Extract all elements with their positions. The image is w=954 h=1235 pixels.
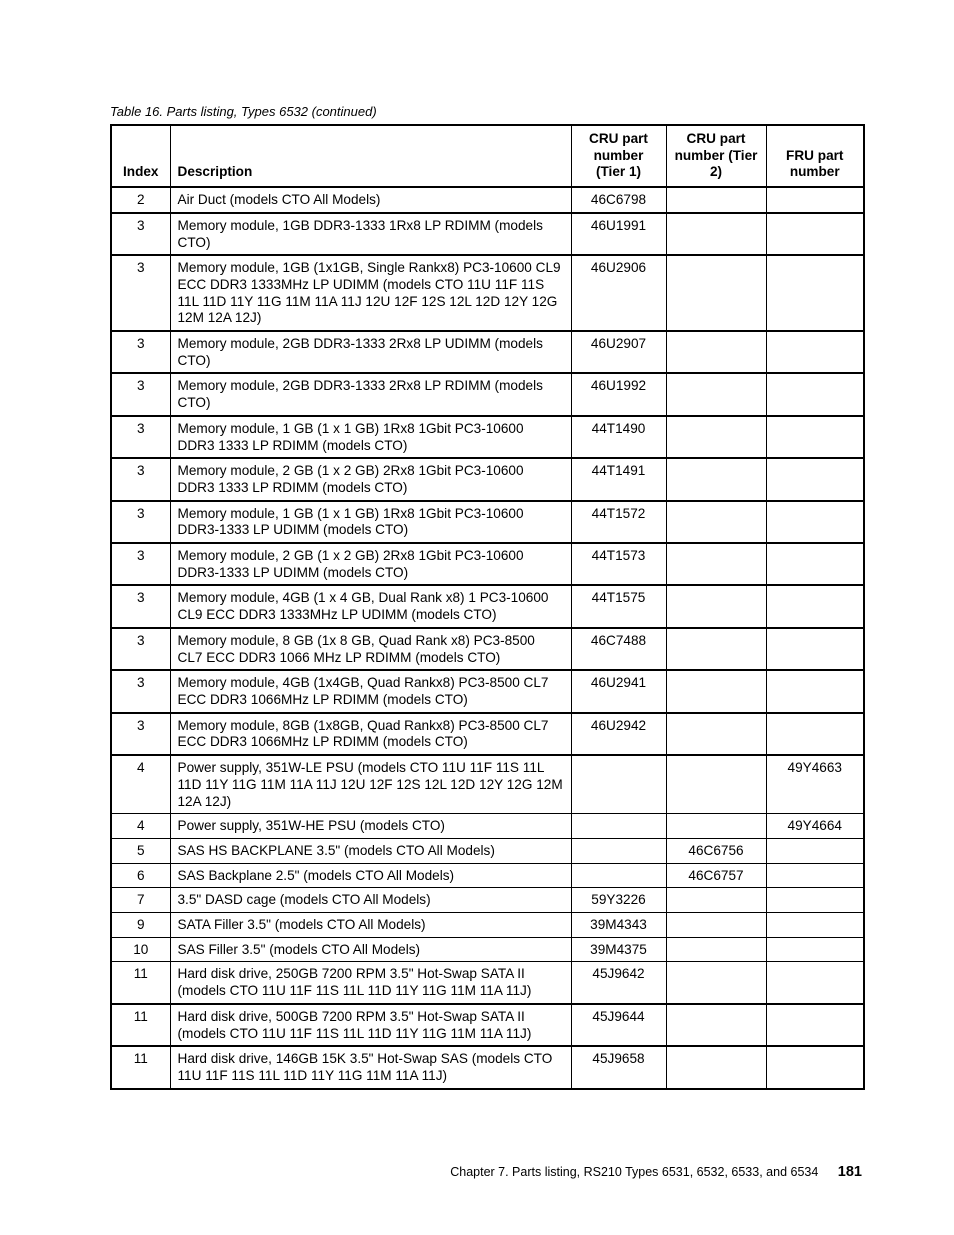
cell-description: Power supply, 351W-HE PSU (models CTO) <box>170 814 571 839</box>
cell-cru-tier1: 45J9658 <box>571 1046 666 1088</box>
cell-index: 7 <box>111 888 170 913</box>
cell-fru <box>766 416 864 458</box>
page-number: 181 <box>837 1164 862 1180</box>
cell-cru-tier2 <box>666 1004 766 1046</box>
cell-description: Hard disk drive, 500GB 7200 RPM 3.5" Hot-Swap SATA II (models CTO 11U 11F 11S 11L 11D 11Y 11G 11M 11A 11J) <box>170 1004 571 1046</box>
parts-table <box>110 124 865 1090</box>
cell-index: 3 <box>111 713 170 755</box>
cell-cru-tier2 <box>666 937 766 962</box>
cell-cru-tier2 <box>666 713 766 755</box>
cell-cru-tier1: 44T1491 <box>571 458 666 500</box>
header-description: Description <box>170 125 571 187</box>
cell-fru <box>766 713 864 755</box>
cell-fru <box>766 213 864 255</box>
cell-cru-tier1: 45J9642 <box>571 962 666 1004</box>
cell-cru-tier1: 46C7488 <box>571 628 666 670</box>
cell-cru-tier1: 44T1490 <box>571 416 666 458</box>
cell-index: 3 <box>111 670 170 712</box>
cell-cru-tier2 <box>666 814 766 839</box>
cell-description: Hard disk drive, 250GB 7200 RPM 3.5" Hot-Swap SATA II (models CTO 11U 11F 11S 11L 11D 11Y 11G 11M 11A 11J) <box>170 962 571 1004</box>
cell-description: Memory module, 2 GB (1 x 2 GB) 2Rx8 1Gbit PC3-10600 DDR3-1333 LP UDIMM (models CTO) <box>170 543 571 585</box>
cell-description: Memory module, 2GB DDR3-1333 2Rx8 LP UDIMM (models CTO) <box>170 331 571 373</box>
cell-description: Memory module, 1 GB (1 x 1 GB) 1Rx8 1Gbit PC3-10600 DDR3 1333 LP RDIMM (models CTO) <box>170 416 571 458</box>
cell-index: 3 <box>111 585 170 627</box>
cell-cru-tier2 <box>666 187 766 213</box>
cell-cru-tier2 <box>666 255 766 331</box>
cell-index: 6 <box>111 863 170 888</box>
cell-cru-tier2 <box>666 416 766 458</box>
table-row <box>111 814 864 839</box>
cell-fru <box>766 585 864 627</box>
cell-cru-tier2 <box>666 670 766 712</box>
cell-index: 10 <box>111 937 170 962</box>
cell-index: 3 <box>111 501 170 543</box>
header-index: Index <box>111 125 170 187</box>
table-header-row <box>111 125 864 187</box>
cell-index: 11 <box>111 962 170 1004</box>
cell-fru <box>766 962 864 1004</box>
cell-fru <box>766 628 864 670</box>
table-row <box>111 838 864 863</box>
cell-cru-tier2 <box>666 755 766 814</box>
cell-cru-tier1 <box>571 863 666 888</box>
cell-description: SAS Filler 3.5" (models CTO All Models) <box>170 937 571 962</box>
cell-index: 3 <box>111 458 170 500</box>
cell-cru-tier1 <box>571 838 666 863</box>
cell-description: Memory module, 2 GB (1 x 2 GB) 2Rx8 1Gbit PC3-10600 DDR3 1333 LP RDIMM (models CTO) <box>170 458 571 500</box>
cell-index: 3 <box>111 543 170 585</box>
cell-fru <box>766 1004 864 1046</box>
cell-cru-tier1: 46U2941 <box>571 670 666 712</box>
cell-index: 9 <box>111 913 170 938</box>
cell-description: SATA Filler 3.5" (models CTO All Models) <box>170 913 571 938</box>
cell-cru-tier1 <box>571 814 666 839</box>
cell-cru-tier2: 46C6756 <box>666 838 766 863</box>
cell-description: Air Duct (models CTO All Models) <box>170 187 571 213</box>
cell-description: Memory module, 8 GB (1x 8 GB, Quad Rank x8) PC3-8500 CL7 ECC DDR3 1066 MHz LP RDIMM (models CTO) <box>170 628 571 670</box>
cell-index: 3 <box>111 213 170 255</box>
cell-cru-tier2 <box>666 628 766 670</box>
cell-cru-tier1: 46U1992 <box>571 373 666 415</box>
cell-index: 3 <box>111 628 170 670</box>
cell-index: 3 <box>111 255 170 331</box>
cell-cru-tier2 <box>666 458 766 500</box>
header-cru-tier2: CRU part number (Tier 2) <box>666 125 766 187</box>
header-cru-tier1: CRU part number (Tier 1) <box>571 125 666 187</box>
table-row <box>111 458 864 500</box>
cell-cru-tier1 <box>571 755 666 814</box>
table-caption: Table 16. Parts listing, Types 6532 (continued) <box>110 104 377 119</box>
table-row <box>111 1004 864 1046</box>
table-row <box>111 416 864 458</box>
cell-fru <box>766 501 864 543</box>
cell-description: Memory module, 4GB (1x4GB, Quad Rankx8) PC3-8500 CL7 ECC DDR3 1066MHz LP RDIMM (models CTO) <box>170 670 571 712</box>
table-row <box>111 670 864 712</box>
cell-cru-tier1: 44T1572 <box>571 501 666 543</box>
cell-description: SAS HS BACKPLANE 3.5" (models CTO All Models) <box>170 838 571 863</box>
cell-description: Hard disk drive, 146GB 15K 3.5" Hot-Swap SAS (models CTO 11U 11F 11S 11L 11D 11Y 11G 11M 11A 11J) <box>170 1046 571 1088</box>
cell-cru-tier1: 46U1991 <box>571 213 666 255</box>
cell-index: 11 <box>111 1004 170 1046</box>
cell-index: 4 <box>111 814 170 839</box>
table-row <box>111 501 864 543</box>
cell-cru-tier2 <box>666 1046 766 1088</box>
cell-cru-tier1: 44T1575 <box>571 585 666 627</box>
cell-description: Memory module, 1GB (1x1GB, Single Rankx8) PC3-10600 CL9 ECC DDR3 1333MHz LP UDIMM (models CTO 11U 11F 11S 11L 11D 11Y 11G 11M 11A 11J 12U 12F 12S 12L 12D 12Y 12G 12M 12A 12J) <box>170 255 571 331</box>
header-fru: FRU part number <box>766 125 864 187</box>
table-row <box>111 863 864 888</box>
cell-cru-tier2 <box>666 213 766 255</box>
table-row <box>111 888 864 913</box>
table-row <box>111 373 864 415</box>
cell-description: 3.5" DASD cage (models CTO All Models) <box>170 888 571 913</box>
table-row <box>111 913 864 938</box>
cell-cru-tier2 <box>666 962 766 1004</box>
cell-description: Memory module, 1GB DDR3-1333 1Rx8 LP RDIMM (models CTO) <box>170 213 571 255</box>
table-row <box>111 713 864 755</box>
cell-cru-tier1: 46U2906 <box>571 255 666 331</box>
cell-cru-tier2 <box>666 331 766 373</box>
table-row <box>111 937 864 962</box>
cell-fru <box>766 863 864 888</box>
cell-description: Memory module, 1 GB (1 x 1 GB) 1Rx8 1Gbit PC3-10600 DDR3-1333 LP UDIMM (models CTO) <box>170 501 571 543</box>
cell-fru <box>766 331 864 373</box>
cell-fru: 49Y4663 <box>766 755 864 814</box>
cell-fru <box>766 1046 864 1088</box>
cell-description: Memory module, 4GB (1 x 4 GB, Dual Rank x8) 1 PC3-10600 CL9 ECC DDR3 1333MHz LP UDIMM (models CTO) <box>170 585 571 627</box>
cell-description: SAS Backplane 2.5" (models CTO All Models) <box>170 863 571 888</box>
cell-index: 3 <box>111 373 170 415</box>
page-footer <box>450 1164 862 1180</box>
cell-fru <box>766 913 864 938</box>
cell-cru-tier2 <box>666 501 766 543</box>
cell-index: 2 <box>111 187 170 213</box>
cell-fru <box>766 888 864 913</box>
cell-cru-tier1: 46U2907 <box>571 331 666 373</box>
cell-index: 4 <box>111 755 170 814</box>
cell-fru <box>766 937 864 962</box>
cell-description: Memory module, 2GB DDR3-1333 2Rx8 LP RDIMM (models CTO) <box>170 373 571 415</box>
cell-cru-tier2 <box>666 373 766 415</box>
cell-description: Power supply, 351W-LE PSU (models CTO 11U 11F 11S 11L 11D 11Y 11G 11M 11A 11J 12U 12F 12S 12L 12D 12Y 12G 12M 12A 12J) <box>170 755 571 814</box>
cell-index: 5 <box>111 838 170 863</box>
table-row <box>111 585 864 627</box>
cell-fru <box>766 255 864 331</box>
cell-fru: 49Y4664 <box>766 814 864 839</box>
cell-cru-tier1: 44T1573 <box>571 543 666 585</box>
cell-fru <box>766 543 864 585</box>
cell-cru-tier1: 39M4375 <box>571 937 666 962</box>
table-row <box>111 1046 864 1088</box>
cell-fru <box>766 670 864 712</box>
cell-cru-tier1: 45J9644 <box>571 1004 666 1046</box>
footer-chapter: Chapter 7. Parts listing, RS210 Types 6531, 6532, 6533, and 6534 <box>450 1165 819 1179</box>
table-row <box>111 213 864 255</box>
cell-cru-tier1: 46U2942 <box>571 713 666 755</box>
cell-index: 3 <box>111 416 170 458</box>
cell-index: 11 <box>111 1046 170 1088</box>
cell-cru-tier2 <box>666 543 766 585</box>
table-body <box>111 187 864 1089</box>
cell-fru <box>766 838 864 863</box>
table-row <box>111 962 864 1004</box>
cell-fru <box>766 458 864 500</box>
cell-cru-tier2: 46C6757 <box>666 863 766 888</box>
cell-cru-tier2 <box>666 585 766 627</box>
cell-description: Memory module, 8GB (1x8GB, Quad Rankx8) PC3-8500 CL7 ECC DDR3 1066MHz LP RDIMM (models CTO) <box>170 713 571 755</box>
table-row <box>111 543 864 585</box>
table-row <box>111 628 864 670</box>
cell-cru-tier1: 59Y3226 <box>571 888 666 913</box>
table-row <box>111 255 864 331</box>
cell-cru-tier2 <box>666 888 766 913</box>
cell-cru-tier1: 39M4343 <box>571 913 666 938</box>
table-row <box>111 755 864 814</box>
cell-index: 3 <box>111 331 170 373</box>
table-row <box>111 187 864 213</box>
cell-cru-tier1: 46C6798 <box>571 187 666 213</box>
cell-fru <box>766 187 864 213</box>
table-row <box>111 331 864 373</box>
cell-cru-tier2 <box>666 913 766 938</box>
cell-fru <box>766 373 864 415</box>
